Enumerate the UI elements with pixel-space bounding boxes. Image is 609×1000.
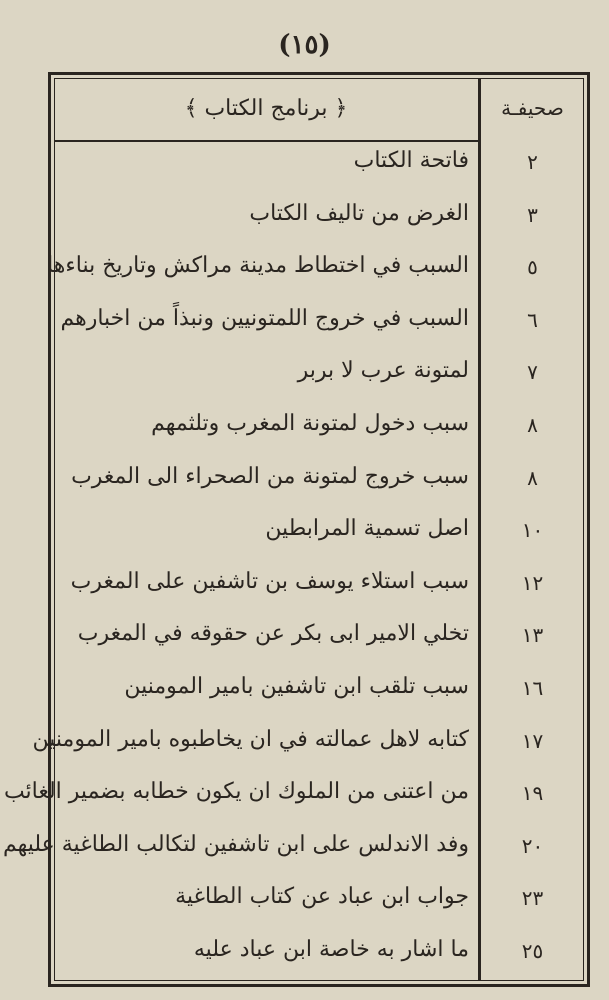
toc-entry (0, 822, 609, 875)
toc-entry (0, 506, 609, 559)
entry-title: السبب في خروج اللمتونيين ونبذاً من اخبارهم (60, 305, 469, 331)
entry-title: اصل تسمية المرابطين (265, 516, 469, 542)
toc-entry (0, 454, 609, 507)
toc-title: ﴿ برنامج الكتاب ﴾ (184, 96, 348, 121)
toc-entry (0, 717, 609, 770)
toc-entries (0, 138, 609, 980)
entry-title: فاتحة الكتاب (353, 148, 469, 173)
entry-title: كتابه لاهل عمالته في ان يخاطبوه بامير المومنين (32, 726, 469, 752)
entry-page: ٢ (527, 150, 538, 174)
entry-page: ٨ (527, 465, 538, 490)
entry-title: سبب تلقب ابن تاشفين بامير المومنين (124, 673, 469, 699)
toc-entry (0, 243, 609, 296)
toc-entry (0, 348, 609, 401)
entry-page: ١٧ (521, 728, 544, 753)
entry-title: الغرض من تاليف الكتاب (249, 200, 469, 226)
page-column-header: صحيفـة (501, 96, 564, 120)
entry-title: جواب ابن عباد عن كتاب الطاغية (175, 884, 469, 910)
entry-page: ٧ (527, 360, 538, 385)
entry-page: ٣ (527, 202, 538, 227)
entry-page: ١٦ (521, 675, 544, 700)
entry-page: ٢٥ (521, 938, 544, 963)
toc-entry (0, 138, 609, 191)
entry-title: سبب دخول لمتونة المغرب وتلثمهم (151, 410, 469, 436)
entry-title: سبب خروج لمتونة من الصحراء الى المغرب (71, 463, 469, 489)
toc-entry (0, 769, 609, 822)
entry-title: ما اشار به خاصة ابن عباد عليه (193, 936, 469, 962)
toc-entry (0, 296, 609, 349)
entry-title: وفد الاندلس على ابن تاشفين لتكالب الطاغية عليهم (2, 831, 469, 857)
toc-entry (0, 927, 609, 980)
toc-entry (0, 611, 609, 664)
entry-title: السبب في اختطاط مدينة مراكش وتاريخ بناءها (47, 253, 469, 279)
entry-page: ٢٣ (521, 886, 544, 911)
toc-entry (0, 874, 609, 927)
toc-entry (0, 401, 609, 454)
entry-page: ١٣ (521, 623, 544, 648)
toc-entry (0, 191, 609, 244)
toc-entry (0, 559, 609, 612)
page-number: (١٥) (278, 30, 331, 60)
entry-page: ٨ (527, 412, 538, 437)
entry-page: ٢٠ (521, 833, 544, 858)
entry-page: ٥ (527, 255, 538, 280)
entry-page: ١٩ (521, 781, 544, 806)
entry-page: ١٠ (521, 518, 544, 543)
entry-page: ٦ (527, 307, 538, 332)
entry-title: تخلي الامير ابى بكر عن حقوقه في المغرب (77, 621, 469, 647)
entry-title: لمتونة عرب لا بربر (297, 358, 469, 384)
entry-page: ١٢ (521, 570, 544, 595)
entry-title: من اعتنى من الملوك ان يكون خطابه بضمير الغائب (3, 779, 469, 805)
toc-entry (0, 664, 609, 717)
entry-title: سبب استلاء يوسف بن تاشفين على المغرب (70, 568, 469, 594)
